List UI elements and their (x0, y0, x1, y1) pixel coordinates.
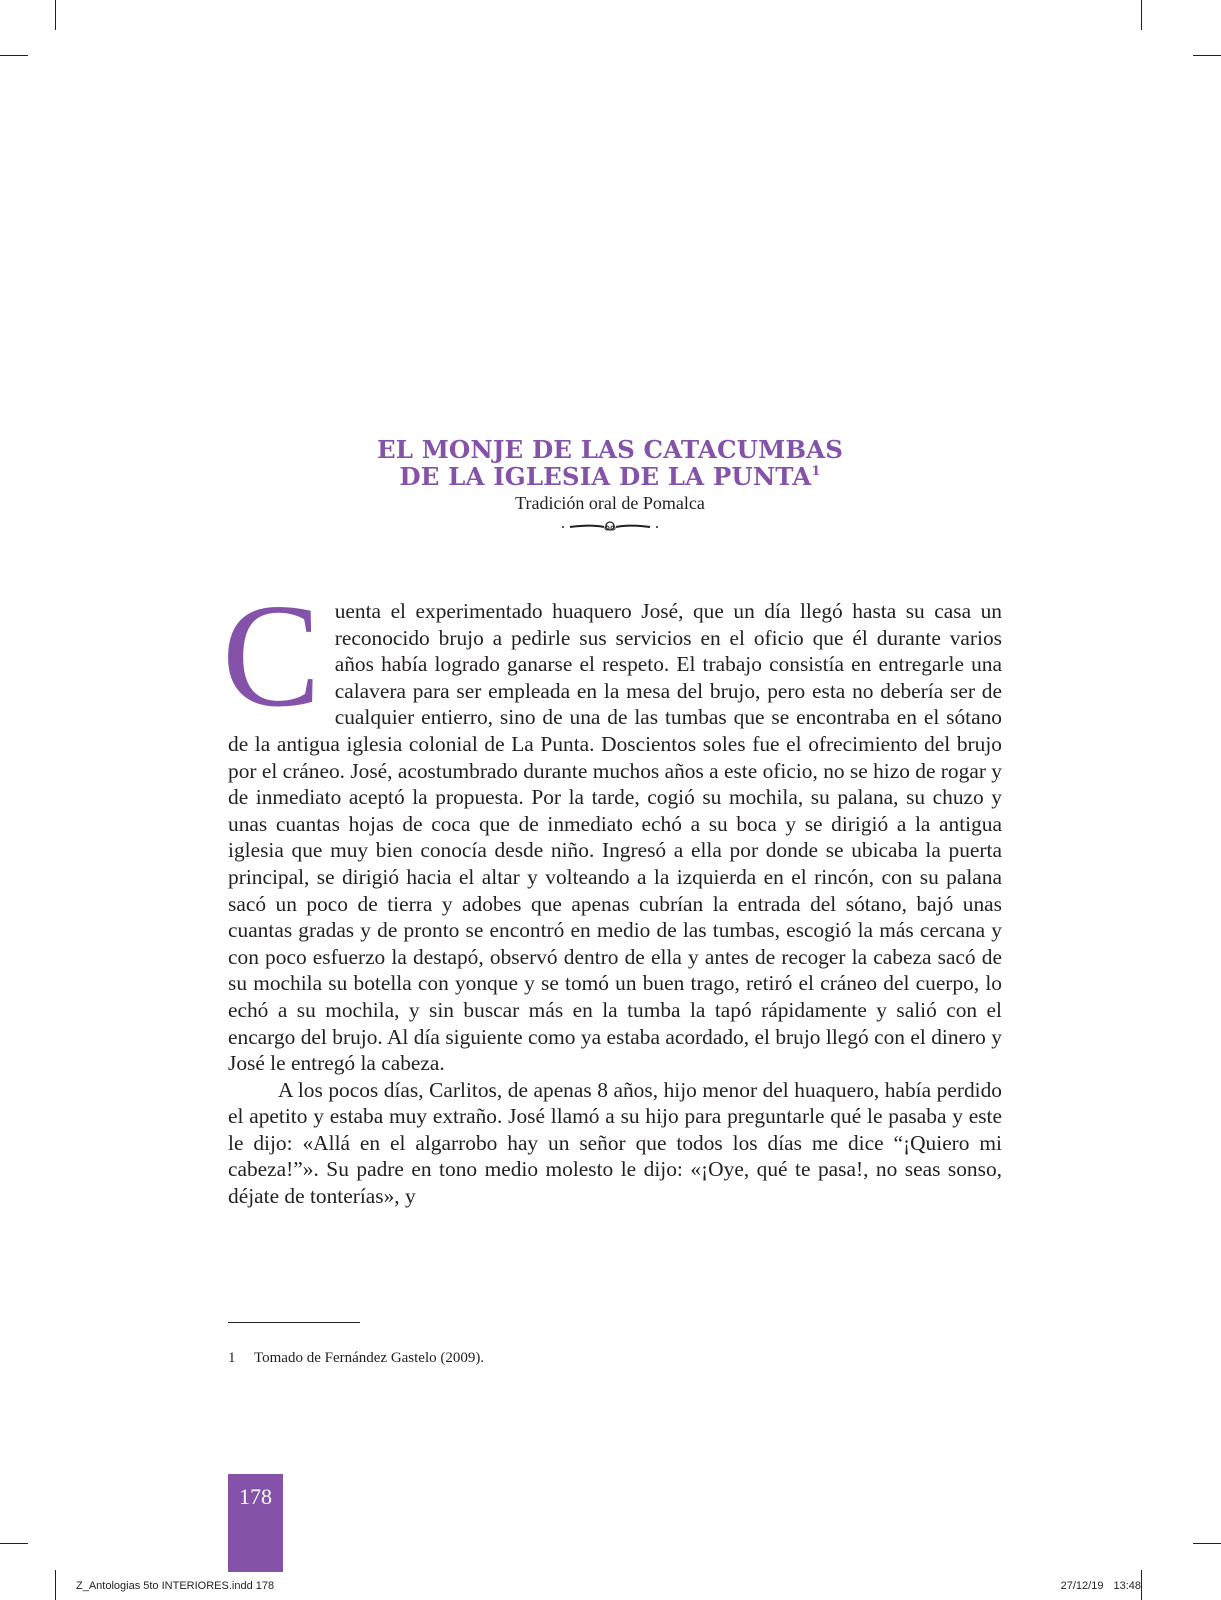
paragraph-1: uenta el experimentado huaquero José, que un día llegó hasta su casa un reconocido brujo a pedirle sus servicios en el oficio que él durante varios años había logrado ganarse el respeto. El trabajo consistía en entregarle una calavera para ser empleada en la mesa del brujo, pero esta no debería ser de cualquier entierro, sino de una de las tumbas que se encontraba en el sótano de la antigua iglesia colonial de La Punta. Doscientos soles fue el ofrecimiento del brujo por el cráneo. José, acostumbrado durante muchos años a este oficio, no se hizo de rogar y de inmediato aceptó la propuesta. Por la tarde, cogió su mochila, su palana, su chuzo y unas cuantas hojas de coca que de inmediato echó a su boca y se dirigió a la antigua iglesia que muy bien conocía desde niño. Ingresó a ella por donde se ubicaba la puerta principal, se dirigió hacia el altar y volteando a la izquierda en el rincón, con su palana sacó un poco de tierra y adobes que apenas cubrían la entrada del sótano, bajó unas cuantas gradas y de pronto se encontró en medio de las tumbas, escogió la más cercana y con poco esfuerzo la destapó, observó dentro de ella y antes de recoger la cabeza sacó de su mochila su botella con yonque y se tomó un buen trago, retiró el cráneo del cuerpo, lo echó a su mochila, y sin buscar más en la tumba la tapó rápidamente y salió con el encargo del brujo. Al día siguiente como ya estaba acordado, el brujo llegó con el dinero y José le entregó la cabeza. (228, 599, 1002, 1076)
slug-time: 13:48 (1113, 1580, 1141, 1592)
crop-mark-bottom-right (1141, 1570, 1142, 1600)
paragraph-2: A los pocos días, Carlitos, de apenas 8 años, hijo menor del huaquero, había perdido el apetito y estaba muy extraño. José llamó a su hijo para preguntarle qué le pasaba y este le dijo: «Allá en el algarrobo hay un señor que todos los días me dice “¡Quiero mi cabeza!”». Su padre en tono medio molesto le dijo: «¡Oye, qué te pasa!, no seas sonso, déjate de tonterías», y (228, 1077, 1002, 1209)
story-body (222, 574, 1002, 1210)
footnote-rule (228, 1322, 360, 1323)
story-title-line2-wrap (220, 463, 1000, 490)
footnote-reference: 1 (811, 464, 821, 479)
story-title-line2: DE LA IGLESIA DE LA PUNTA (399, 462, 812, 491)
page-number: 178 (239, 1484, 272, 1509)
flourish-ornament-icon (560, 520, 660, 532)
slug-date: 27/12/19 (1060, 1580, 1104, 1592)
crop-mark-top-left (55, 0, 56, 30)
page-number-tab (228, 1474, 283, 1572)
footnote-text: Tomado de Fernández Gastelo (2009). (254, 1350, 485, 1366)
title-block (220, 436, 1000, 532)
footnote-number: 1 (228, 1350, 236, 1366)
drop-cap: C (222, 574, 321, 738)
crop-mark-top-left-h (0, 55, 28, 56)
story-subtitle: Tradición oral de Pomalca (515, 493, 705, 513)
crop-mark-top-right-h (1193, 55, 1221, 56)
story-title (220, 436, 1000, 490)
crop-mark-top-right (1141, 0, 1142, 30)
footnote (228, 1350, 484, 1367)
crop-mark-bottom-left-h (0, 1543, 28, 1544)
paragraph-1-wrap (222, 574, 1002, 1077)
slug-timestamp (1061, 1580, 1141, 1592)
crop-mark-bottom-right-h (1193, 1543, 1221, 1544)
story-title-line1: EL MONJE DE LAS CATACUMBAS (376, 435, 844, 464)
slug-file-info: Z_Antologias 5to INTERIORES.indd 178 (76, 1580, 275, 1592)
crop-mark-bottom-left (55, 1570, 56, 1600)
